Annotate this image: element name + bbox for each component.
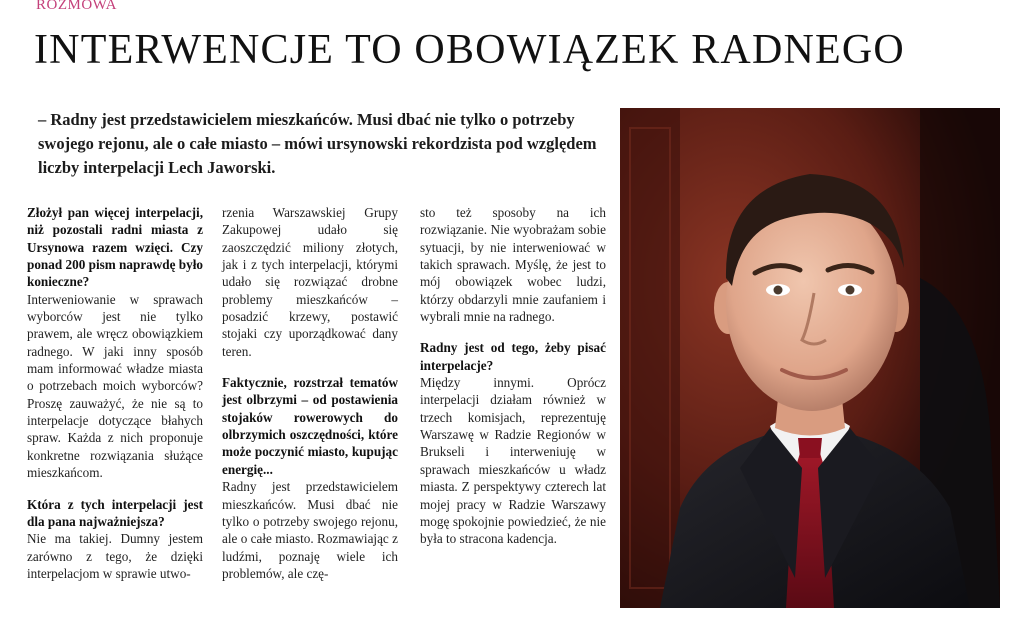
interview-answer: Interweniowanie w sprawach wyborców jest nie tylko prawem, ale wręcz obowiązkiem radnego. W jaki inny sposób mam informować władze miasta o potrzebach moich wyborców? Proszę zauważyć, że nie są to interpelacje dotyczące błahych spraw. Każda z nich proponuje konkretne rozwiązania służące mieszkańcom. xyxy=(27,291,203,481)
interview-question: Radny jest od tego, żeby pisać interpelacje? xyxy=(420,340,606,373)
text-column-3 xyxy=(420,204,606,548)
interview-answer: sto też sposoby na ich rozwiązanie. Nie wyobrażam sobie sytuacji, by nie interweniować w takich sprawach. Myślę, że jest to mój obowiązek wobec ludzi, którzy obdarzyli mnie zaufaniem i wybrali mnie na radnego. xyxy=(420,205,606,325)
portrait-illustration xyxy=(620,108,1000,608)
interview-answer: rzenia Warszawskiej Grupy Zakupowej udało się zaoszczędzić miliony złotych, jak i z tych interpelacji, którymi udało się rozwiązać drobne problemy mieszkańców – posadzić krzewy, postawić stojaki czy uporządkować dany teren. xyxy=(222,205,398,359)
interview-question: Faktycznie, rozstrzał tematów jest olbrzymi – od postawienia stojaków rowerowych do olbrzymich oszczędności, które może poczynić miasto, kupując energię... xyxy=(222,375,398,477)
interview-answer: Między innymi. Oprócz interpelacji działam również w trzech komisjach, reprezentuję Warszawę w Radzie Regionów w Brukseli i interweniuję w sprawach mieszkańców u władz miasta. Z perspektywy czterech lat mojej pracy w Radzie Warszawy mogę spokojnie powiedzieć, że nie była to stracona kadencja. xyxy=(420,375,606,547)
text-column-1 xyxy=(27,204,203,582)
text-column-2 xyxy=(222,204,398,582)
interview-answer: Radny jest przedstawicielem mieszkańców. Musi dbać nie tylko o potrzeby swojego rejonu, ale o całe miasto. Rozmawiając z ludźmi, poznaję wiele ich problemów, ale czę- xyxy=(222,479,398,581)
article-lead: – Radny jest przedstawicielem mieszkańców. Musi dbać nie tylko o potrzeby swojego rejonu, ale o całe miasto – mówi ursynowski rekordzista pod względem liczby interpelacji Lech Jaworski. xyxy=(38,110,597,177)
article-headline: INTERWENCJE TO OBOWIĄZEK RADNEGO xyxy=(34,27,905,73)
interview-question: Która z tych interpelacji jest dla pana najważniejsza? xyxy=(27,496,203,529)
portrait-photo xyxy=(620,108,1000,608)
interview-question: Złożył pan więcej interpelacji, niż pozostali radni miasta z Ursynowa razem wzięci. Czy ponad 200 pism naprawdę było konieczne? xyxy=(27,205,203,290)
section-label: ROZMOWA xyxy=(36,0,117,13)
interview-answer: Nie ma takiej. Dumny jestem zarówno z tego, że dzięki interpelacjom w sprawie utwo- xyxy=(27,531,203,581)
